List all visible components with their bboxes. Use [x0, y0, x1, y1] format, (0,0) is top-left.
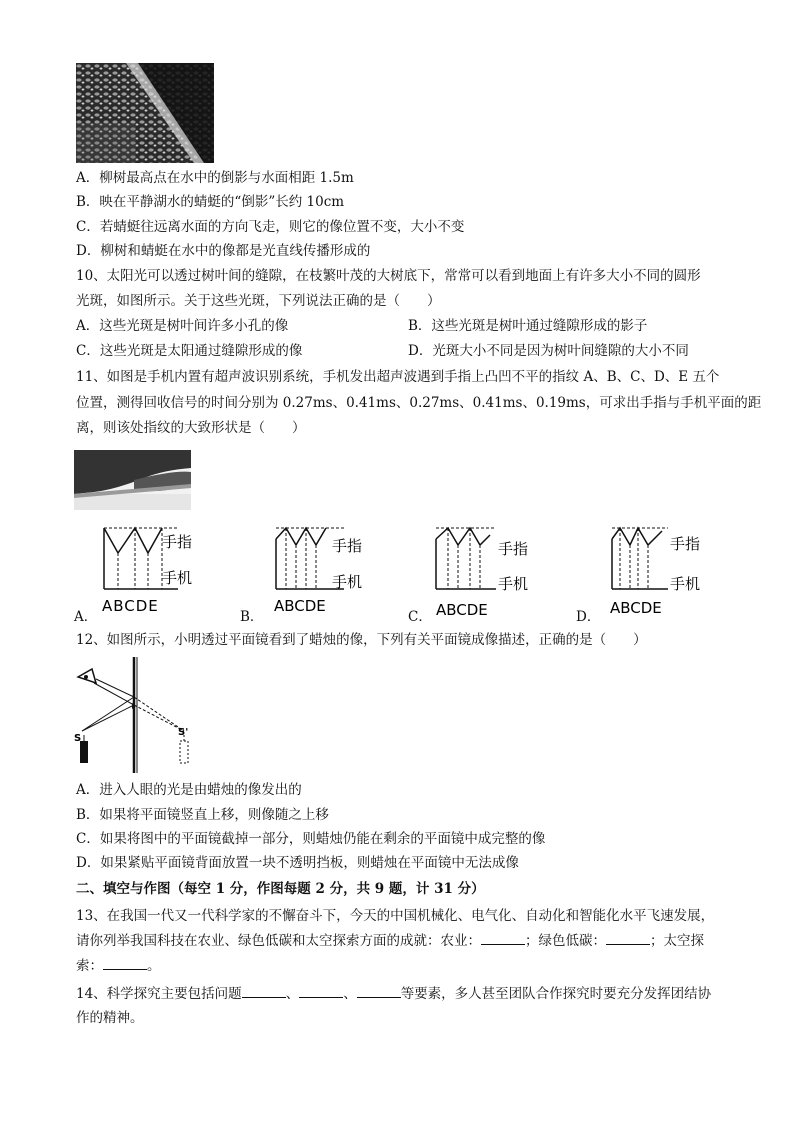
q14-blank-2[interactable] — [299, 983, 343, 998]
q12-option-b: B．如果将平面镜竖直上移，则像随之上移 — [76, 807, 329, 823]
q11-stem-line1: 11、如图是手机内置有超声波识别系统，手机发出超声波遇到手指上凸凹不平的指纹 A、B、C、D、E 五个 — [76, 369, 720, 385]
finger-label: 手指 — [498, 540, 529, 558]
q14-line1 — [76, 983, 711, 1004]
q14-text-b: 等要素，多人甚至团队合作探究时要充分发挥团结协 — [400, 986, 712, 1002]
finger-on-phone-photo — [74, 450, 191, 510]
position-letters: ABCDE — [274, 597, 326, 615]
q10-option-a: A．这些光斑是树叶间许多小孔的像 — [76, 318, 289, 334]
source-s-label: S — [74, 733, 82, 744]
finger-label: 手指 — [670, 535, 701, 553]
q10-option-b: B．这些光斑是树叶通过缝隙形成的影子 — [408, 318, 648, 334]
q10-option-d: D．光斑大小不同是因为树叶间缝隙的大小不同 — [408, 343, 689, 359]
q13-text-a: 请你列举我国科技在农业、绿色低碳和太空探索方面的成就：农业： — [76, 933, 481, 949]
plane-mirror-diagram — [72, 655, 202, 775]
q13-line3 — [76, 955, 161, 976]
q11-option-d-label[interactable]: D． — [576, 609, 601, 625]
q14-blank-3[interactable] — [357, 983, 401, 998]
q9-option-d: D．柳树和蜻蜓在水中的像都是光直线传播形成的 — [76, 243, 371, 259]
phone-label: 手机 — [498, 575, 529, 593]
lake-reflection-photo — [76, 63, 214, 163]
q13-text-e: 。 — [147, 958, 161, 974]
q9-option-a: A．柳树最高点在水中的倒影与水面相距 1.5m — [76, 170, 354, 186]
q13-blank-low-carbon[interactable] — [606, 930, 650, 945]
image-s-prime-label: S' — [178, 727, 189, 738]
q11-option-b-label[interactable]: B． — [240, 609, 264, 625]
q13-line2 — [76, 930, 704, 951]
position-letters: ABCDE — [102, 597, 159, 615]
section-2-heading: 二、填空与作图（每空 1 分，作图每题 2 分，共 9 题，计 31 分） — [76, 881, 485, 897]
q13-blank-space[interactable] — [103, 955, 147, 970]
q10-option-c: C．这些光斑是太阳通过缝隙形成的像 — [76, 343, 303, 359]
q11-stem-line2: 位置，测得回收信号的时间分别为 0.27ms、0.41ms、0.27ms、0.41ms、0.19ms，可求出手指与手机平面的距 — [76, 395, 762, 411]
finger-label: 手指 — [162, 533, 193, 551]
q14-line2: 作的精神。 — [76, 1010, 144, 1026]
q14-sep-2: 、 — [343, 986, 357, 1002]
q14-sep-1: 、 — [285, 986, 300, 1002]
q12-option-d: D．如果紧贴平面镜背面放置一块不透明挡板，则蜡烛在平面镜中无法成像 — [76, 855, 519, 871]
q13-text-d: 索： — [76, 958, 103, 974]
q13-text-c: ；太空探 — [650, 933, 704, 949]
q12-option-c: C．如果将图中的平面镜截掉一部分，则蜡烛仍能在剩余的平面镜中成完整的像 — [76, 831, 546, 847]
position-letters: ABCDE — [610, 599, 662, 617]
q13-text-b: ；绿色低碳： — [525, 933, 606, 949]
position-letters: ABCDE — [436, 601, 488, 619]
q10-stem-line1: 10、太阳光可以透过树叶间的缝隙，在枝繁叶茂的大树底下，常常可以看到地面上有许多大小不同的圆形 — [76, 268, 701, 284]
finger-label: 手指 — [332, 537, 363, 555]
q12-option-a: A．进入人眼的光是由蜡烛的像发出的 — [76, 782, 302, 798]
q11-option-a-label[interactable]: A． — [74, 609, 98, 625]
q10-stem-line2: 光斑，如图所示。关于这些光斑，下列说法正确的是（ ） — [76, 293, 441, 309]
q12-stem: 12、如图所示，小明透过平面镜看到了蜡烛的像，下列有关平面镜成像描述，正确的是（ ） — [76, 632, 647, 648]
q14-text-a: 14、科学探究主要包括问题 — [76, 986, 242, 1002]
q9-option-c: C．若蜻蜓往远离水面的方向飞走，则它的像位置不变，大小不变 — [76, 219, 465, 235]
phone-label: 手机 — [332, 573, 363, 591]
q11-stem-line3: 离，则该处指纹的大致形状是（ ） — [76, 420, 306, 436]
q11-diagram-c — [432, 525, 536, 619]
q11-option-c-label[interactable]: C． — [408, 609, 432, 625]
q9-option-b: B．映在平静湖水的蜻蜓的“倒影”长约 10cm — [76, 194, 345, 210]
phone-label: 手机 — [670, 575, 701, 593]
phone-label: 手机 — [162, 569, 193, 587]
q14-blank-1[interactable] — [242, 983, 286, 998]
q11-diagram-b — [264, 525, 368, 619]
q11-diagram-d — [604, 525, 708, 619]
q11-diagram-a — [98, 525, 202, 619]
q13-line1: 13、在我国一代又一代科学家的不懈奋斗下，今天的中国机械化、电气化、自动化和智能化水平飞速发展， — [76, 908, 715, 924]
q13-blank-agriculture[interactable] — [481, 930, 525, 945]
